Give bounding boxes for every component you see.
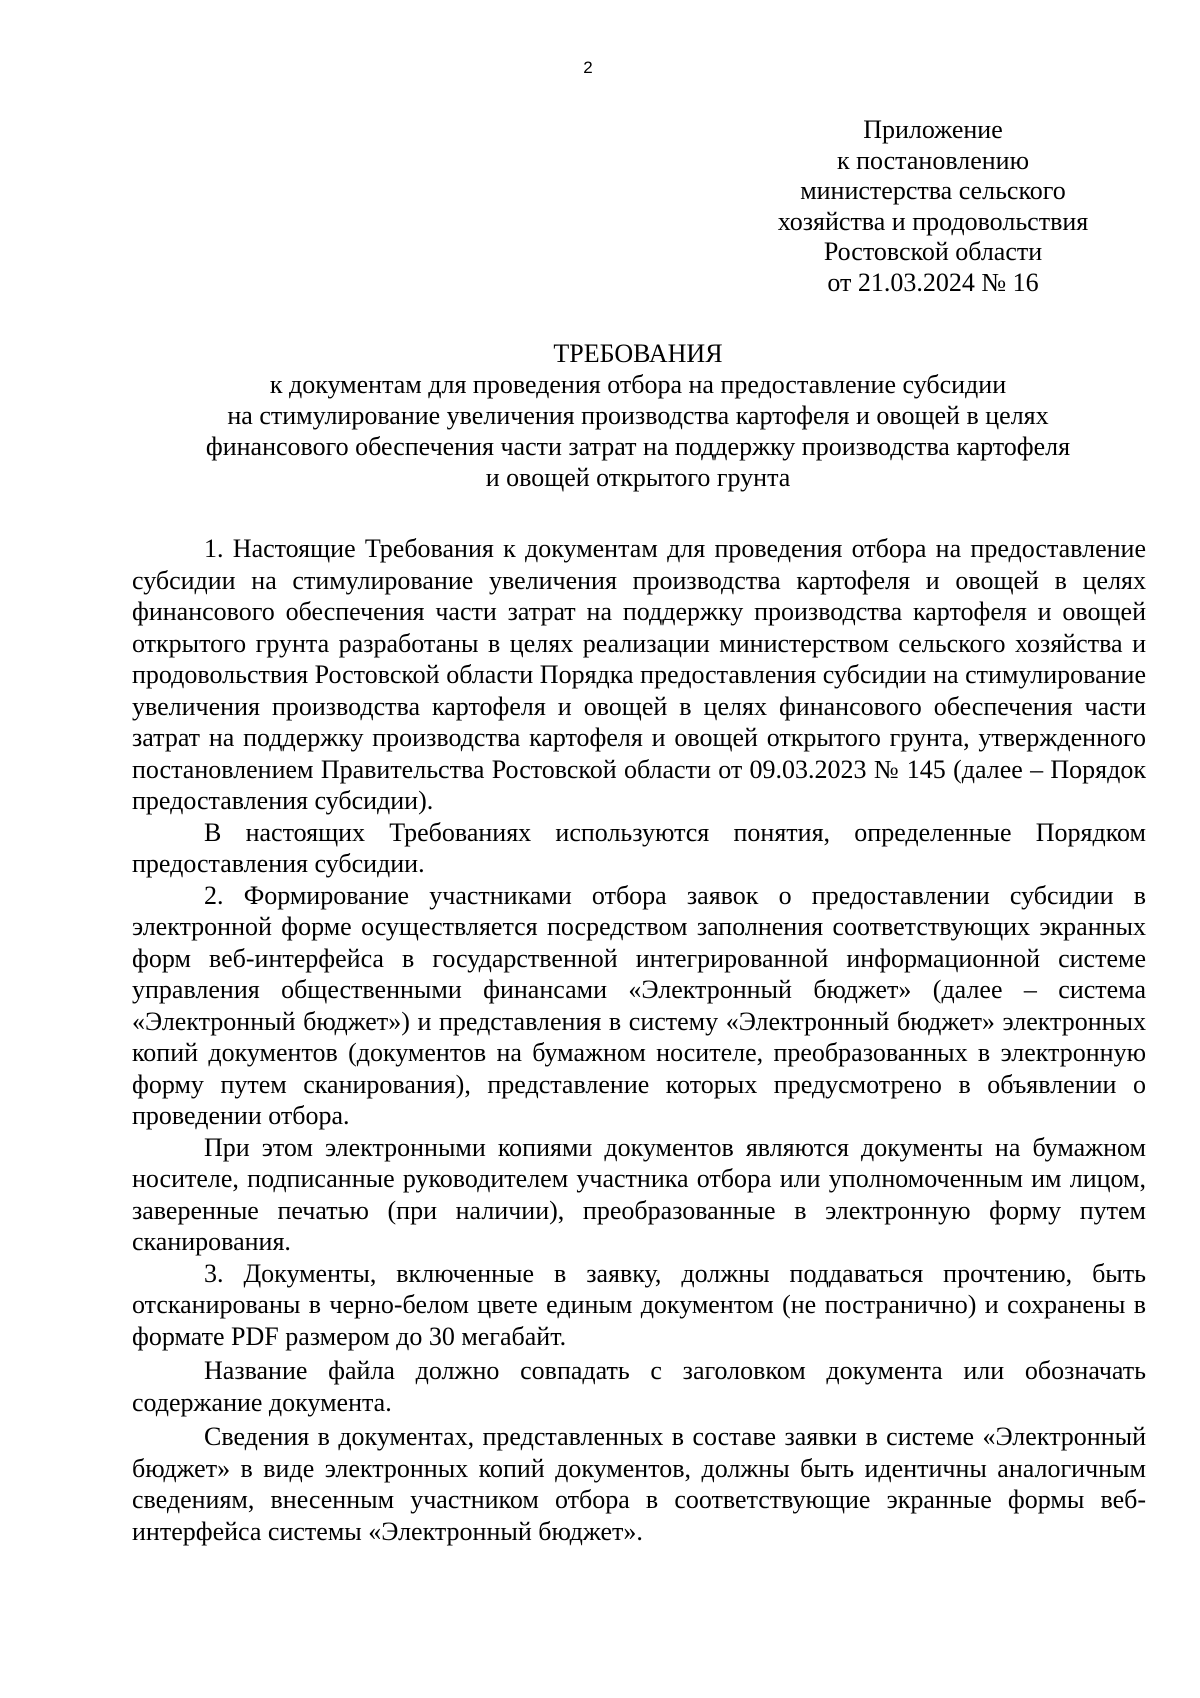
title-line: к документам для проведения отбора на предоставление субсидии [269, 370, 1007, 399]
appendix-line: от 21.03.2024 № 16 [827, 267, 1039, 297]
paragraph: 1. Настоящие Требования к документам для проведения отбора на предоставление субсидии на стимулирование увеличения производства картофеля и овощей в целях финансового обеспечения части затрат на поддержку производства картофеля и овощей открытого грунта разработаны в целях реализации министерством сельского хозяйства и продовольствия Ростовской области Порядка предоставления субсидии на стимулирование увеличения производства картофеля и овощей в целях финансового обеспечения части затрат на поддержку производства картофеля и овощей открытого грунта, утвержденного постановлением Правительства Ростовской области от 09.03.2023 № 145 (далее – Порядок предоставления субсидии). [132, 534, 1146, 815]
appendix-line: хозяйства и продовольствия [777, 206, 1089, 236]
paragraph: В настоящих Требованиях используются понятия, определенные Порядком предоставления субсидии. [132, 817, 1146, 878]
title-line: на стимулирование увеличения производства картофеля и овощей в целях [227, 401, 1049, 430]
title-line: и овощей открытого грунта [485, 463, 791, 492]
appendix-line: министерства сельского [800, 176, 1066, 205]
appendix-line: Ростовской области [823, 237, 1043, 266]
title-heading: ТРЕБОВАНИЯ [553, 339, 723, 368]
title-line: финансового обеспечения части затрат на поддержку производства картофеля [205, 432, 1071, 461]
paragraph: При этом электронными копиями документов являются документы на бумажном носителе, подписанные руководителем участника отбора или уполномоченным им лицом, заверенные печатью (при наличии), преобразованные в электронную форму путем сканирования. [132, 1132, 1146, 1256]
appendix-line: к постановлению [836, 145, 1030, 175]
paragraph: Название файла должно совпадать с заголовком документа или обозначать содержание документа. [132, 1356, 1146, 1417]
paragraph: 2. Формирование участниками отбора заявок о предоставлении субсидии в электронной форме осуществляется посредством заполнения соответствующих экранных форм веб-интерфейса в государственной интегрированной информационной системе управления общественными финансами «Электронный бюджет» (далее – система «Электронный бюджет») и представления в систему «Электронный бюджет» электронных копий документов (документов на бумажном носителе, преобразованных в электронную форму путем сканирования), представление которых предусмотрено в объявлении о проведении отбора. [132, 880, 1146, 1130]
appendix-block [760, 115, 1106, 298]
page-number: 2 [583, 58, 593, 77]
document-body [132, 533, 1146, 1547]
paragraph: 3. Документы, включенные в заявку, должны поддаваться прочтению, быть отсканированы в черно-белом цвете единым документом (не постранично) и сохранены в формате PDF размером до 30 мегабайт. [132, 1258, 1146, 1351]
paragraph: Сведения в документах, представленных в составе заявки в системе «Электронный бюджет» в виде электронных копий документов, должны быть идентичны аналогичным сведениям, внесенным участником отбора в соответствующие экранные формы веб-интерфейса системы «Электронный бюджет». [132, 1422, 1146, 1546]
appendix-line: Приложение [863, 115, 1003, 144]
document-title [130, 338, 1146, 493]
